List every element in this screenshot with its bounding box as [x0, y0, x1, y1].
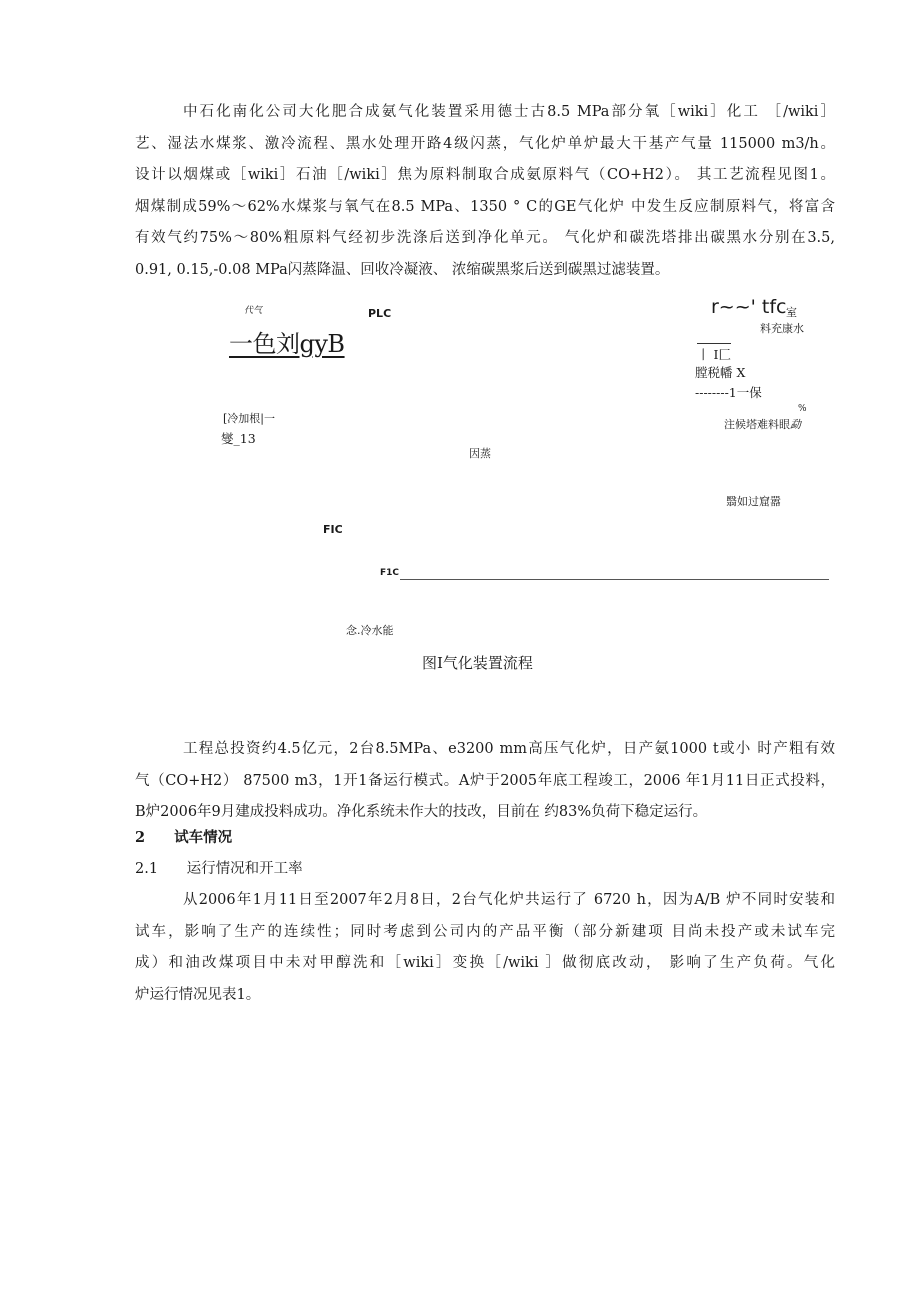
- intro-line-5: 有效气约75%～80%粗原料气经初步洗涤后送到净化单元。 气化炉和碳洗塔排出碳黑水分别在3.5,: [135, 230, 835, 246]
- diagram-label-dash: --------1一保: [695, 385, 762, 400]
- section-number: 2: [135, 829, 146, 846]
- intro-line-2: 艺、湿法水煤浆、激冷流程、黑水处理开路4级闪蒸，气化炉单炉最大干基产气量 115000 m3/h。: [135, 135, 835, 152]
- intro-line-1: 中石化南化公司大化肥合成氨气化装置采用德士古8.5 MPa部分氧［wiki］化工 ［/wiki］: [183, 104, 835, 120]
- intro-line-6: 0.91, 0.15,-0.08 MPa闪蒸降温、回收冷凝液、 浓缩碳黑浆后送到碳黑过滤装置。: [135, 261, 670, 278]
- running-line-4: 炉运行情况见表1。: [135, 986, 261, 1003]
- subsection-number: 2.1: [135, 861, 159, 877]
- invest-paragraph: [135, 734, 835, 829]
- diagram-label-large: 一色刘gyB: [229, 330, 345, 358]
- intro-line-4: 烟煤制成59%～62%水煤浆与氧气在8.5 MPa、1350 ° C的GE气化炉 中发生反应制原料气，将富含: [135, 198, 835, 215]
- diagram-label-bracket: 丨 I匚: [697, 343, 731, 363]
- diagram-label-wash-tower: [724, 416, 801, 432]
- subsection-title: 运行情况和开工率: [186, 861, 303, 877]
- diagram-label-plc: PLC: [368, 307, 392, 320]
- diagram-label-gas: 代气: [244, 306, 263, 316]
- diagram-label-fic: FIC: [323, 523, 343, 536]
- diagram-label-room: 室: [786, 306, 797, 319]
- diagram-label-cooler: [冷加根|一: [223, 412, 275, 425]
- running-line-2: 试车，影响了生产的连续性；同时考虑到公司内的产品平衡（部分新建项 目尚未投产或未试车完: [135, 923, 835, 940]
- diagram-flow-line: [400, 579, 829, 580]
- diagram-label-wash-tower-text: 注候塔难料眼: [724, 418, 790, 431]
- invest-line-2: 气（CO+H2） 87500 m3，1开1备运行模式。A炉于2005年底工程竣工，2006 年1月11日正式投料，: [135, 772, 835, 789]
- intro-line-3: 设计以烟煤或［wiki］石油［/wiki］焦为原料制取合成氨原料气（CO+H2）。 其工艺流程见图1。: [135, 167, 835, 183]
- section-title: 试车情况: [174, 829, 233, 846]
- diagram-label-filter: 翳如过窟嚣: [726, 495, 781, 508]
- diagram-label-flash: 因蒸: [469, 447, 491, 460]
- running-paragraph: [135, 885, 835, 1011]
- diagram-label-wash-tower-tail: 勐: [790, 418, 801, 431]
- diagram-label-change: 燮_13: [221, 431, 256, 446]
- diagram-label-tfc: r~~' tfc: [711, 296, 787, 318]
- diagram-label-feed-water: 料充康水: [760, 322, 804, 335]
- diagram-label-f1c: F1C: [380, 568, 400, 578]
- running-line-3: 成）和油改煤项目中未对甲醇洗和［wiki］变换［/wiki ］做彻底改动， 影响了生产负荷。气化: [135, 955, 835, 971]
- invest-line-3: B炉2006年9月建成投料成功。净化系统未作大的技改，目前在 约83%负荷下稳定运行。: [135, 804, 708, 820]
- diagram-label-cold-water: 念.冷水能: [346, 624, 394, 637]
- section-heading: [135, 826, 232, 850]
- diagram-label-percent: %: [798, 404, 807, 414]
- figure-caption: 图I气化装置流程: [422, 654, 533, 672]
- intro-paragraph: [135, 97, 835, 286]
- invest-line-1: 工程总投资约4.5亿元，2台8.5MPa、e3200 mm高压气化炉，日产氨1000 t或小 时产粗有效: [183, 741, 835, 757]
- running-line-1: 从2006年1月11日至2007年2月8日，2台气化炉共运行了 6720 h，因为A/B 炉不同时安装和: [183, 892, 835, 908]
- subsection-heading: [135, 857, 303, 881]
- diagram-label-tank: 膛税幡 X: [695, 365, 746, 380]
